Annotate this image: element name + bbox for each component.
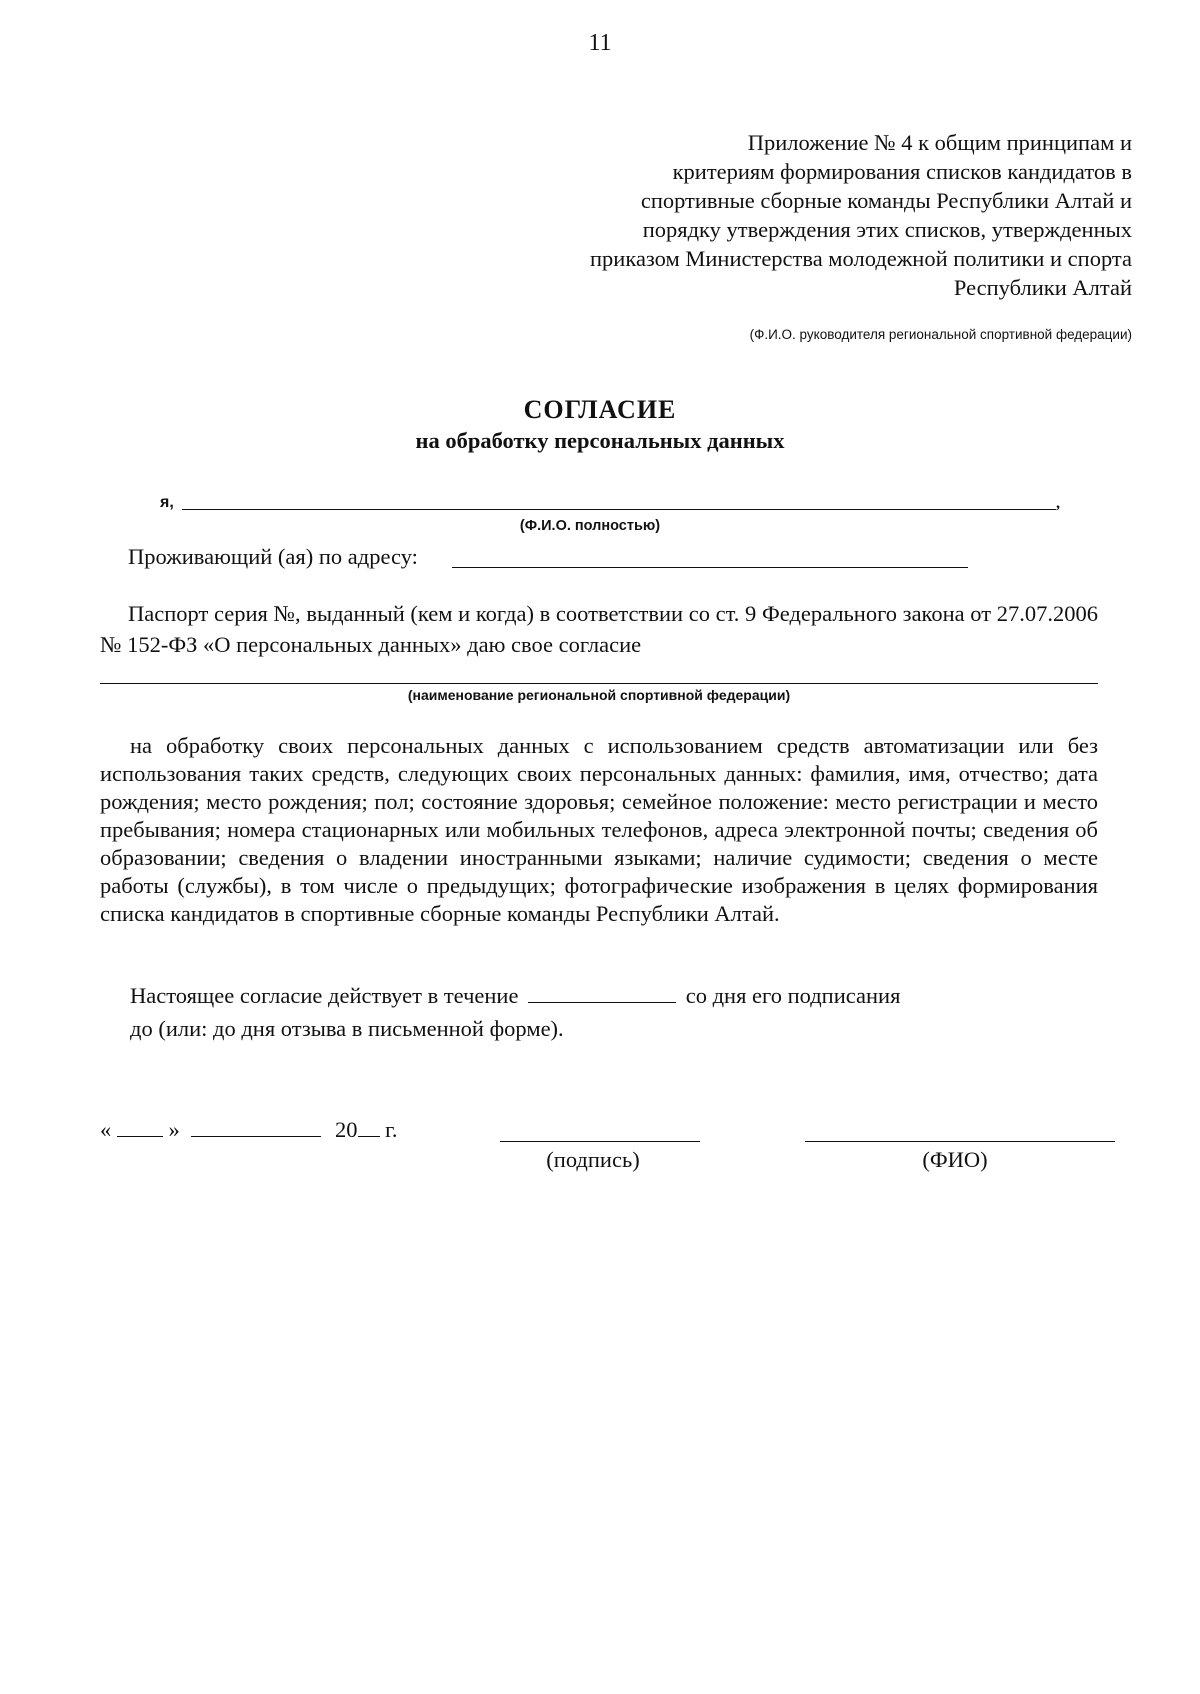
date-year-blank[interactable] xyxy=(358,1118,380,1137)
address-blank-line[interactable] xyxy=(452,567,968,568)
date-line xyxy=(100,1117,397,1143)
date-close-quote: » xyxy=(168,1117,180,1142)
validity-block xyxy=(130,979,900,1045)
appendix-line: приказом Министерства молодежной политики и спорта xyxy=(590,246,1132,271)
document-title: СОГЛАСИЕ xyxy=(523,395,677,424)
date-day-blank[interactable] xyxy=(117,1118,163,1137)
date-year: 20 xyxy=(335,1117,358,1142)
validity-suffix: со дня его подписания xyxy=(685,983,901,1008)
fio-caption: (ФИО) xyxy=(922,1147,988,1172)
signature-caption: (подпись) xyxy=(546,1147,640,1172)
validity-line-2: до (или: до дня отзыва в письменной форме). xyxy=(130,1016,564,1041)
date-open-quote: « xyxy=(100,1117,112,1142)
validity-line-1 xyxy=(130,979,900,1012)
address-label: Проживающий (ая) по адресу: xyxy=(128,544,418,569)
document-subtitle: на обработку персональных данных xyxy=(415,428,785,453)
passport-paragraph xyxy=(100,598,1098,660)
full-name-comma: , xyxy=(1056,495,1060,512)
signature-blank-line[interactable] xyxy=(500,1141,700,1142)
consent-text: на обработку своих персональных данных с использованием средств автоматизации или без использования таких средств, следующих своих персональных данных: фамилия, имя, отчество; дата рождения; место рождения; пол; состояние здоровья; семейное положение: место регистрации и место пребывания; номера стационарных или мобильных телефонов, адреса электронной почты; сведения об образовании; сведения о владении иностранными языками; наличие судимости; сведения о месте работы (службы), в том числе о предыдущих; фотографические изображения в целях формирования списка кандидатов в спортивные сборные команды Республики Алтай. xyxy=(100,733,1098,926)
fio-blank-line[interactable] xyxy=(805,1141,1115,1142)
appendix-line: Приложение № 4 к общим принципам и xyxy=(747,130,1132,155)
date-year-suffix: г. xyxy=(385,1117,398,1142)
federation-name-caption: (наименование региональной спортивной федерации) xyxy=(407,687,791,703)
validity-period-blank[interactable] xyxy=(528,984,676,1003)
page-number: 11 xyxy=(588,30,612,56)
full-name-caption: (Ф.И.О. полностью) xyxy=(519,518,661,534)
federation-head-caption: (Ф.И.О. руководителя региональной спортивной федерации) xyxy=(749,327,1132,342)
consent-paragraph xyxy=(100,732,1098,928)
appendix-line: Республики Алтай xyxy=(953,275,1132,300)
date-month-blank[interactable] xyxy=(191,1118,321,1137)
i-label: я, xyxy=(160,494,174,511)
full-name-blank-line[interactable] xyxy=(182,509,1056,510)
appendix-line: критериям формирования списков кандидатов в xyxy=(672,159,1132,184)
appendix-header xyxy=(532,128,1132,302)
federation-name-blank-line[interactable] xyxy=(100,683,1098,684)
appendix-line: порядку утверждения этих списков, утвержденных xyxy=(642,217,1132,242)
validity-prefix: Настоящее согласие действует в течение xyxy=(130,983,519,1008)
appendix-line: спортивные сборные команды Республики Алтай и xyxy=(640,188,1132,213)
passport-text: Паспорт серия №, выданный (кем и когда) в соответствии со ст. 9 Федерального закона от 27.07.2006 № 152-ФЗ «О персональных данных» даю свое согласие xyxy=(100,601,1098,657)
